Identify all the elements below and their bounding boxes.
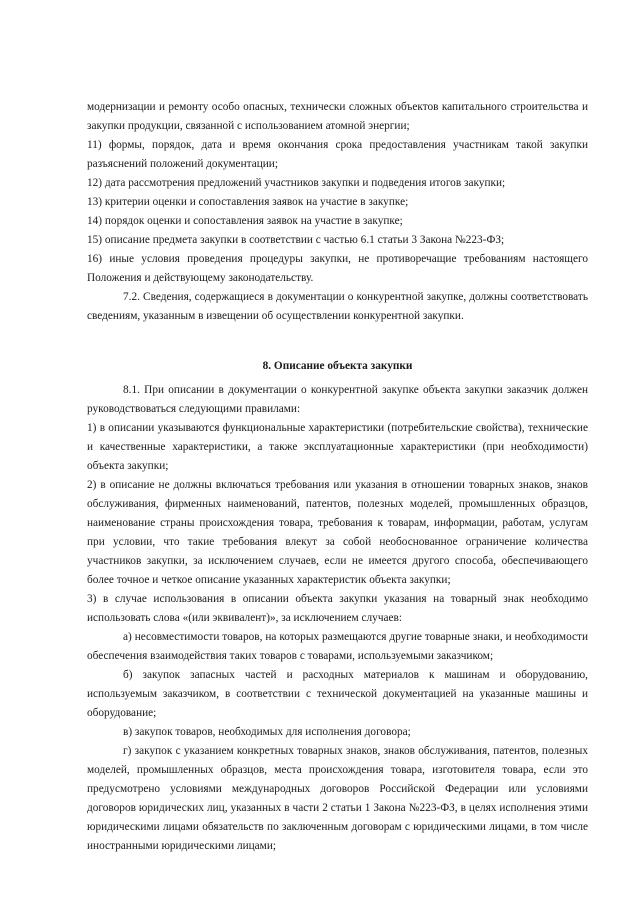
section-title-8: 8. Описание объекта закупки — [262, 360, 413, 372]
exception-item-g: г) закупок с указанием конкретных товарных знаков, знаков обслуживания, патентов, полезных моделей, промышленных образцов, места происхождения товара, изготовителя товара, если это предусмотрено условиями международных договоров Российской Федерации или условиями договоров юридических лиц, указанных в части 2 статьи 1 Закона №223-ФЗ, в целях исполнения этими юридическими лицами обязательств по заключенным договорам с юридическими лицами, в том числе иностранными юридическими лицами; — [87, 745, 588, 852]
list-item-13: 13) критерии оценки и сопоставления заявок на участие в закупке; — [87, 196, 409, 208]
rule-item-2: 2) в описание не должны включаться требования или указания в отношении товарных знаков, знаков обслуживания, фирменных наименований, патентов, полезных моделей, промышленных образцов, наименование страны происхождения товара, требования к товарам, информации, работам, услугам при условии, что такие требования влекут за собой необоснованное ограничение количества участников закупки, за исключением случаев, если не имеется другого способа, обеспечивающего более точное и четкое описание указанных характеристик объекта закупки; — [87, 479, 588, 586]
paragraph-8-1: 8.1. При описании в документации о конкурентной закупке объекта закупки заказчик должен руководствоваться следующими правилами: — [87, 384, 588, 415]
list-item-12: 12) дата рассмотрения предложений участников закупки и подведения итогов закупки; — [87, 177, 506, 189]
rule-item-3: 3) в случае использования в описании объекта закупки указания на товарный знак необходимо использовать слова «(или эквивалент)», за исключением случаев: — [87, 593, 588, 624]
rule-item-1: 1) в описании указываются функциональные характеристики (потребительские свойства), технические и качественные характеристики, а также эксплуатационные характеристики (при необходимости) объекта закупки; — [87, 422, 588, 472]
paragraph-7-2: 7.2. Сведения, содержащиеся в документации о конкурентной закупке, должны соответствовать сведениям, указанным в извещении об осуществлении конкурентной закупки. — [87, 291, 588, 322]
exception-item-v: в) закупок товаров, необходимых для исполнения договора; — [123, 726, 411, 738]
list-item-16: 16) иные условия проведения процедуры закупки, не противоречащие требованиям настоящего Положения и действующему законодательству. — [87, 253, 588, 284]
list-item-11: 11) формы, порядок, дата и время окончания срока предоставления участникам такой закупки разъяснений положений документации; — [87, 139, 588, 170]
exception-item-a: а) несовместимости товаров, на которых размещаются другие товарные знаки, и необходимости обеспечения взаимодействия таких товаров с товарами, используемыми заказчиком; — [87, 631, 588, 662]
paragraph-continuation: модернизации и ремонту особо опасных, технически сложных объектов капитального строительства и закупки продукции, связанной с использованием атомной энергии; — [87, 101, 588, 132]
list-item-14: 14) порядок оценки и сопоставления заявок на участие в закупке; — [87, 215, 403, 227]
exception-item-b: б) закупок запасных частей и расходных материалов к машинам и оборудованию, используемым заказчиком, в соответствии с технической документацией на указанные машины и оборудование; — [87, 669, 588, 719]
list-item-15: 15) описание предмета закупки в соответствии с частью 6.1 статьи 3 Закона №223-ФЗ; — [87, 234, 505, 246]
